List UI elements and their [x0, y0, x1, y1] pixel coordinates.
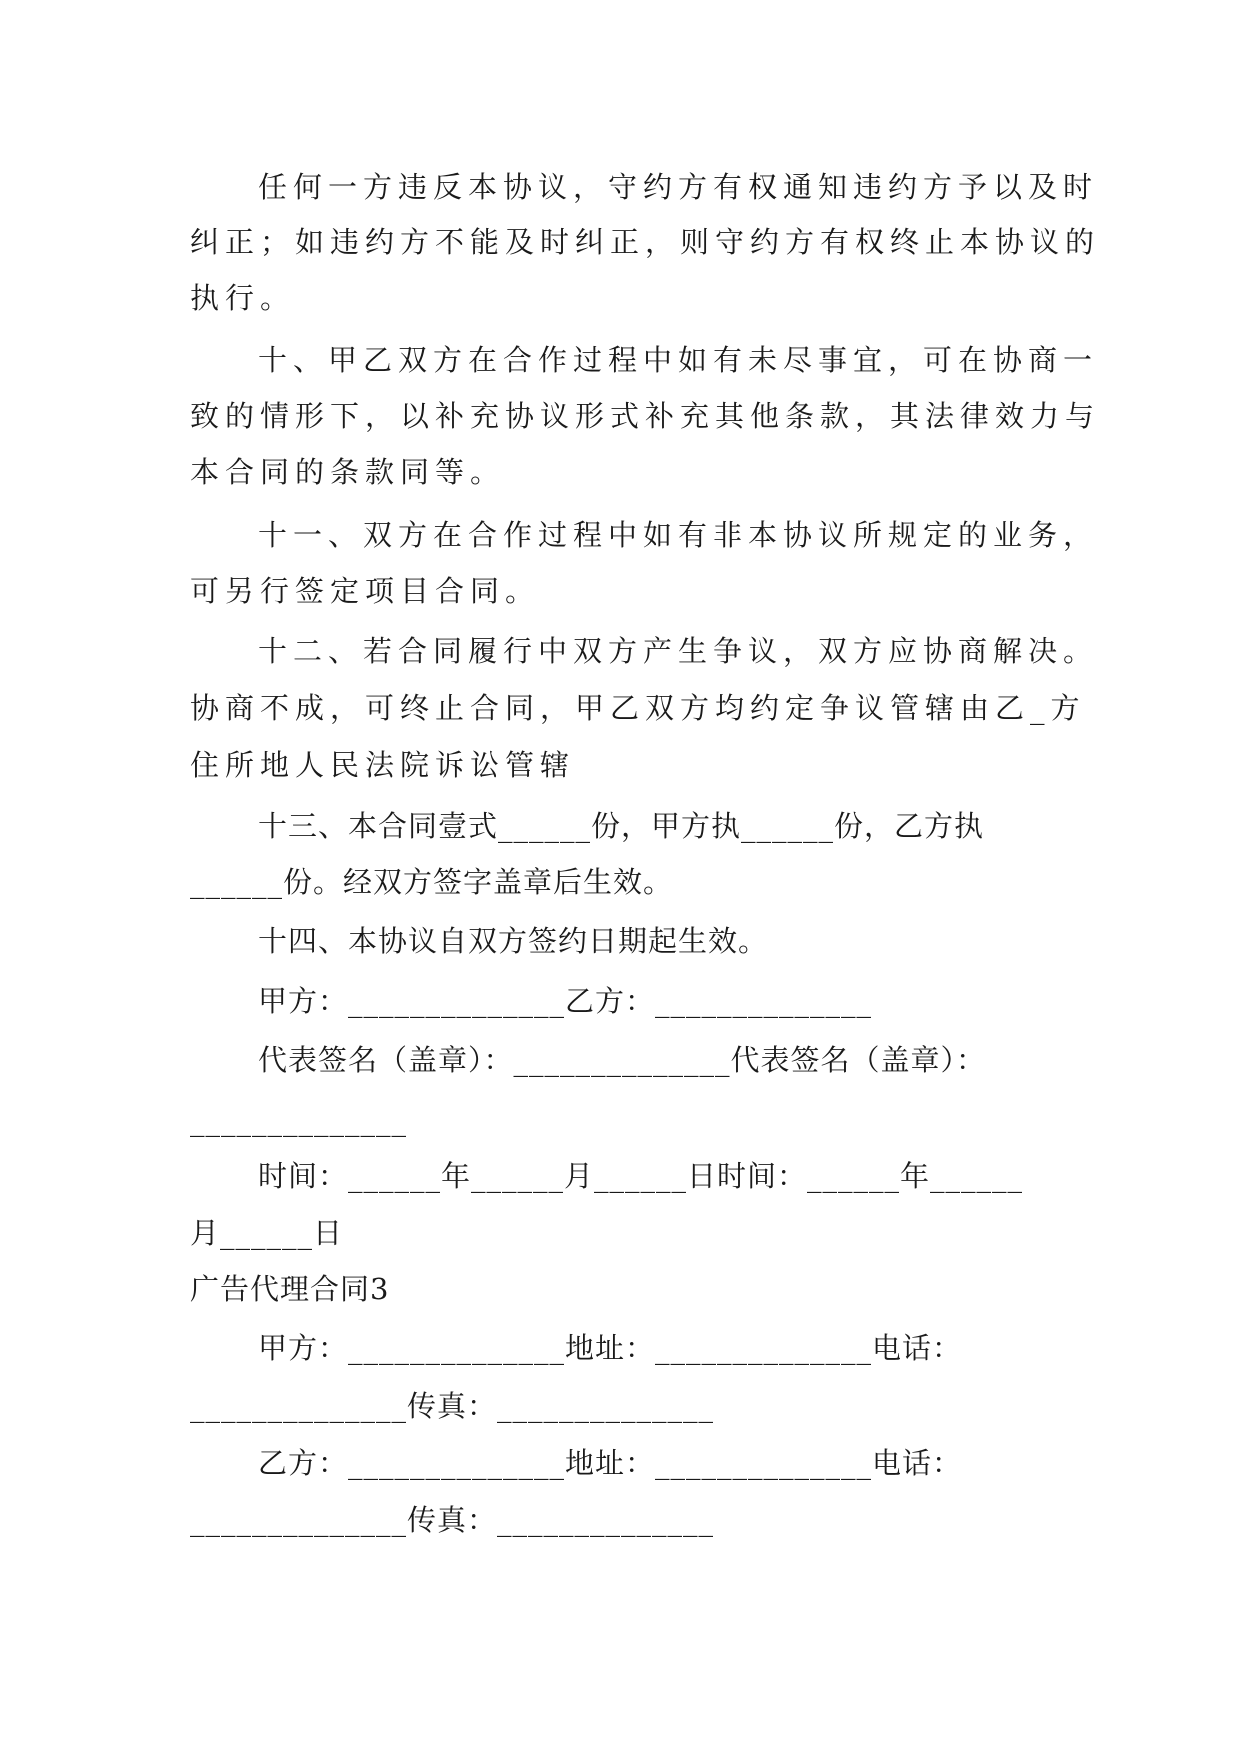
text-line: ______份。经双方签字盖章后生效。: [190, 865, 674, 899]
text-line: 十、甲乙双方在合作过程中如有未尽事宜，可在协商一: [258, 343, 1099, 377]
signature-line: 代表签名（盖章）：______________代表签名（盖章）：: [258, 1043, 987, 1077]
text-line: 住所地人民法院诉讼管辖: [190, 748, 576, 782]
text-line: 协商不成，可终止合同，甲乙双方均约定争议管辖由乙_方: [190, 691, 1086, 725]
party-line: ______________传真：______________: [190, 1389, 715, 1423]
text-line: 本合同的条款同等。: [190, 455, 506, 489]
text-line: 可另行签定项目合同。: [190, 574, 541, 608]
signature-line: 甲方：______________乙方：______________: [258, 984, 873, 1018]
text-line: 纠正；如违约方不能及时纠正，则守约方有权终止本协议的: [190, 225, 1101, 259]
section-title: 广告代理合同3: [190, 1272, 390, 1306]
text-line: 十二、若合同履行中双方产生争议，双方应协商解决。: [258, 634, 1099, 668]
text-line: 执行。: [190, 281, 296, 315]
date-line: 时间：______年______月______日时间：______年______: [258, 1159, 1024, 1193]
text-line: 十四、本协议自双方签约日期起生效。: [258, 924, 769, 958]
text-line: 致的情形下，以补充协议形式补充其他条款，其法律效力与: [190, 399, 1101, 433]
text-line: 十三、本合同壹式______份，甲方执______份，乙方执: [258, 809, 985, 843]
party-line: 乙方：______________地址：______________电话：: [258, 1446, 963, 1480]
text-line: 十一、双方在合作过程中如有非本协议所规定的业务，: [258, 518, 1099, 552]
text-line: 任何一方违反本协议，守约方有权通知违约方予以及时: [258, 170, 1099, 204]
party-line: ______________传真：______________: [190, 1503, 715, 1537]
date-line: 月______日: [190, 1216, 344, 1250]
party-line: 甲方：______________地址：______________电话：: [258, 1331, 963, 1365]
signature-line: ______________: [190, 1103, 407, 1137]
